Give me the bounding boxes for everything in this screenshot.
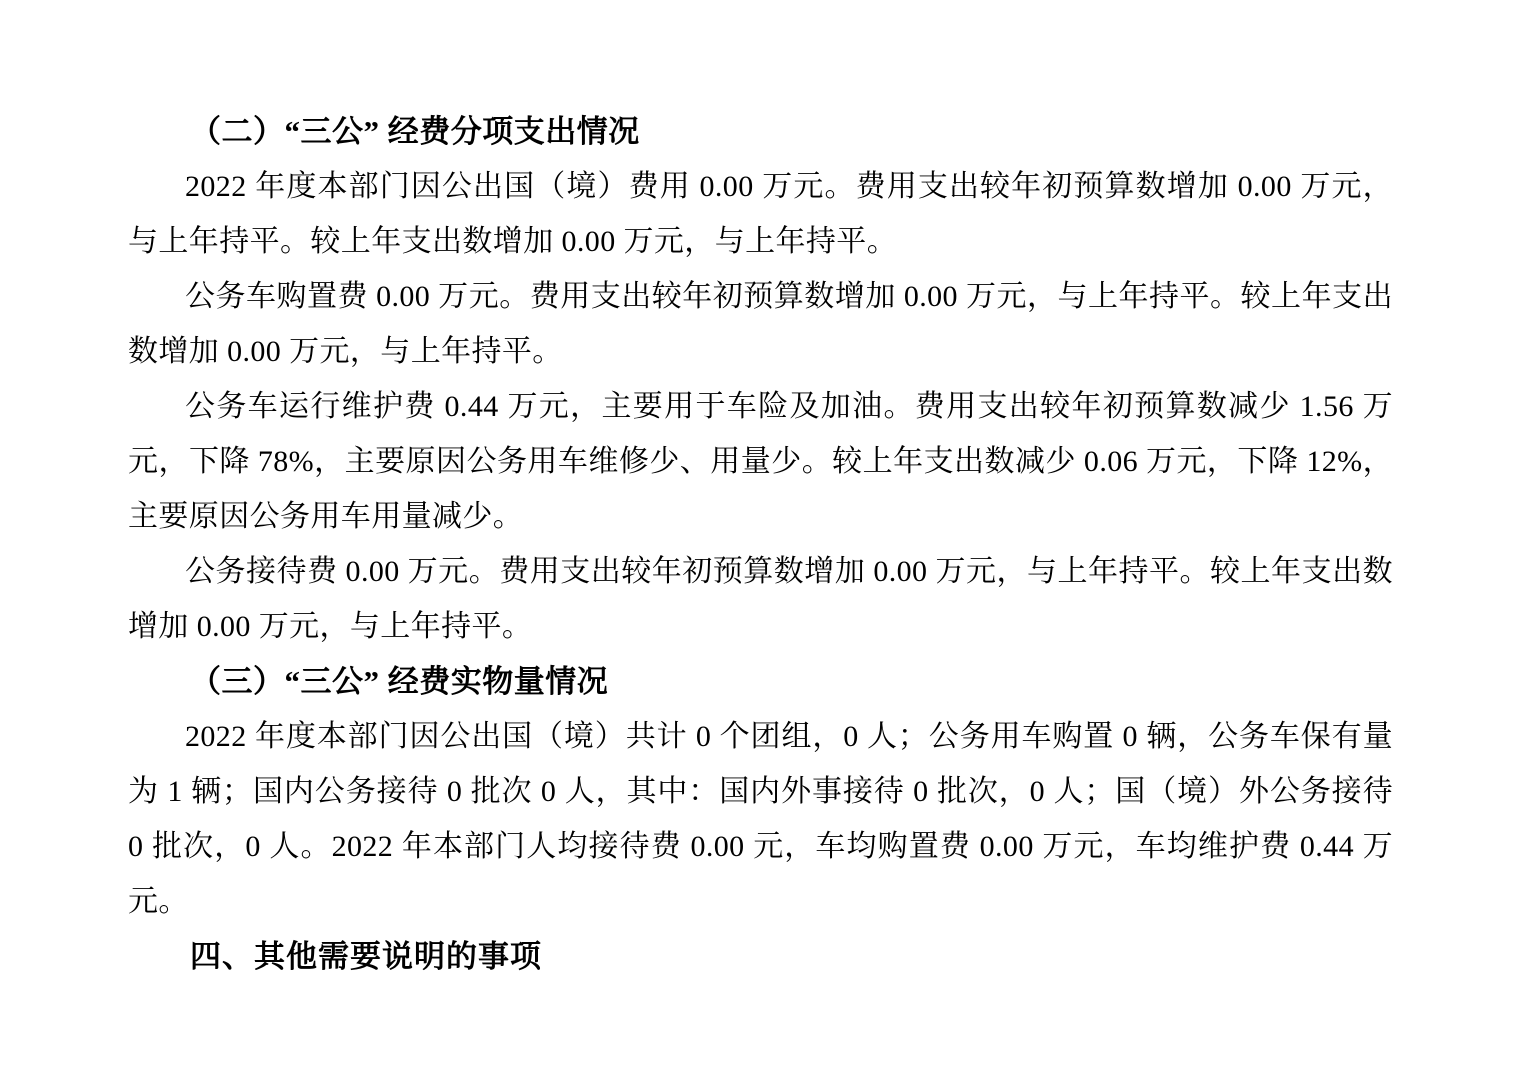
heading-section2-itemized-expenses: （二）“三公” 经费分项支出情况 bbox=[190, 114, 640, 149]
para-official-reception: 公务接待费 0.00 万元。费用支出较年初预算数增加 0.00 万元，与上年持平。较上年支出数增加 0.00 万元，与上年持平。 bbox=[128, 555, 1393, 643]
heading-section3-physical-quantities: （三）“三公” 经费实物量情况 bbox=[190, 664, 609, 699]
para-vehicle-maintenance: 公务车运行维护费 0.44 万元，主要用于车险及加油。费用支出较年初预算数减少 1.56 万元，下降 78%，主要原因公务用车维修少、用量少。较上年支出数减少 0.06 万元，下降 12%，主要原因公务用车用量减少。 bbox=[128, 390, 1393, 533]
heading-section4-other-matters: 四、其他需要说明的事项 bbox=[190, 939, 542, 974]
para-outbound-expense: 2022 年度本部门因公出国（境）费用 0.00 万元。费用支出较年初预算数增加 0.00 万元，与上年持平。较上年支出数增加 0.00 万元，与上年持平。 bbox=[128, 170, 1393, 258]
para-vehicle-purchase: 公务车购置费 0.00 万元。费用支出较年初预算数增加 0.00 万元，与上年持平。较上年支出数增加 0.00 万元，与上年持平。 bbox=[128, 280, 1393, 368]
para-physical-quantity: 2022 年度本部门因公出国（境）共计 0 个团组，0 人；公务用车购置 0 辆，公务车保有量为 1 辆；国内公务接待 0 批次 0 人，其中：国内外事接待 0 批次，0 人；国（境）外公务接待 0 批次，0 人。2022 年本部门人均接待费 0.00 元，车均购置费 0.00 万元，车均维护费 0.44 万元。 bbox=[128, 720, 1393, 918]
